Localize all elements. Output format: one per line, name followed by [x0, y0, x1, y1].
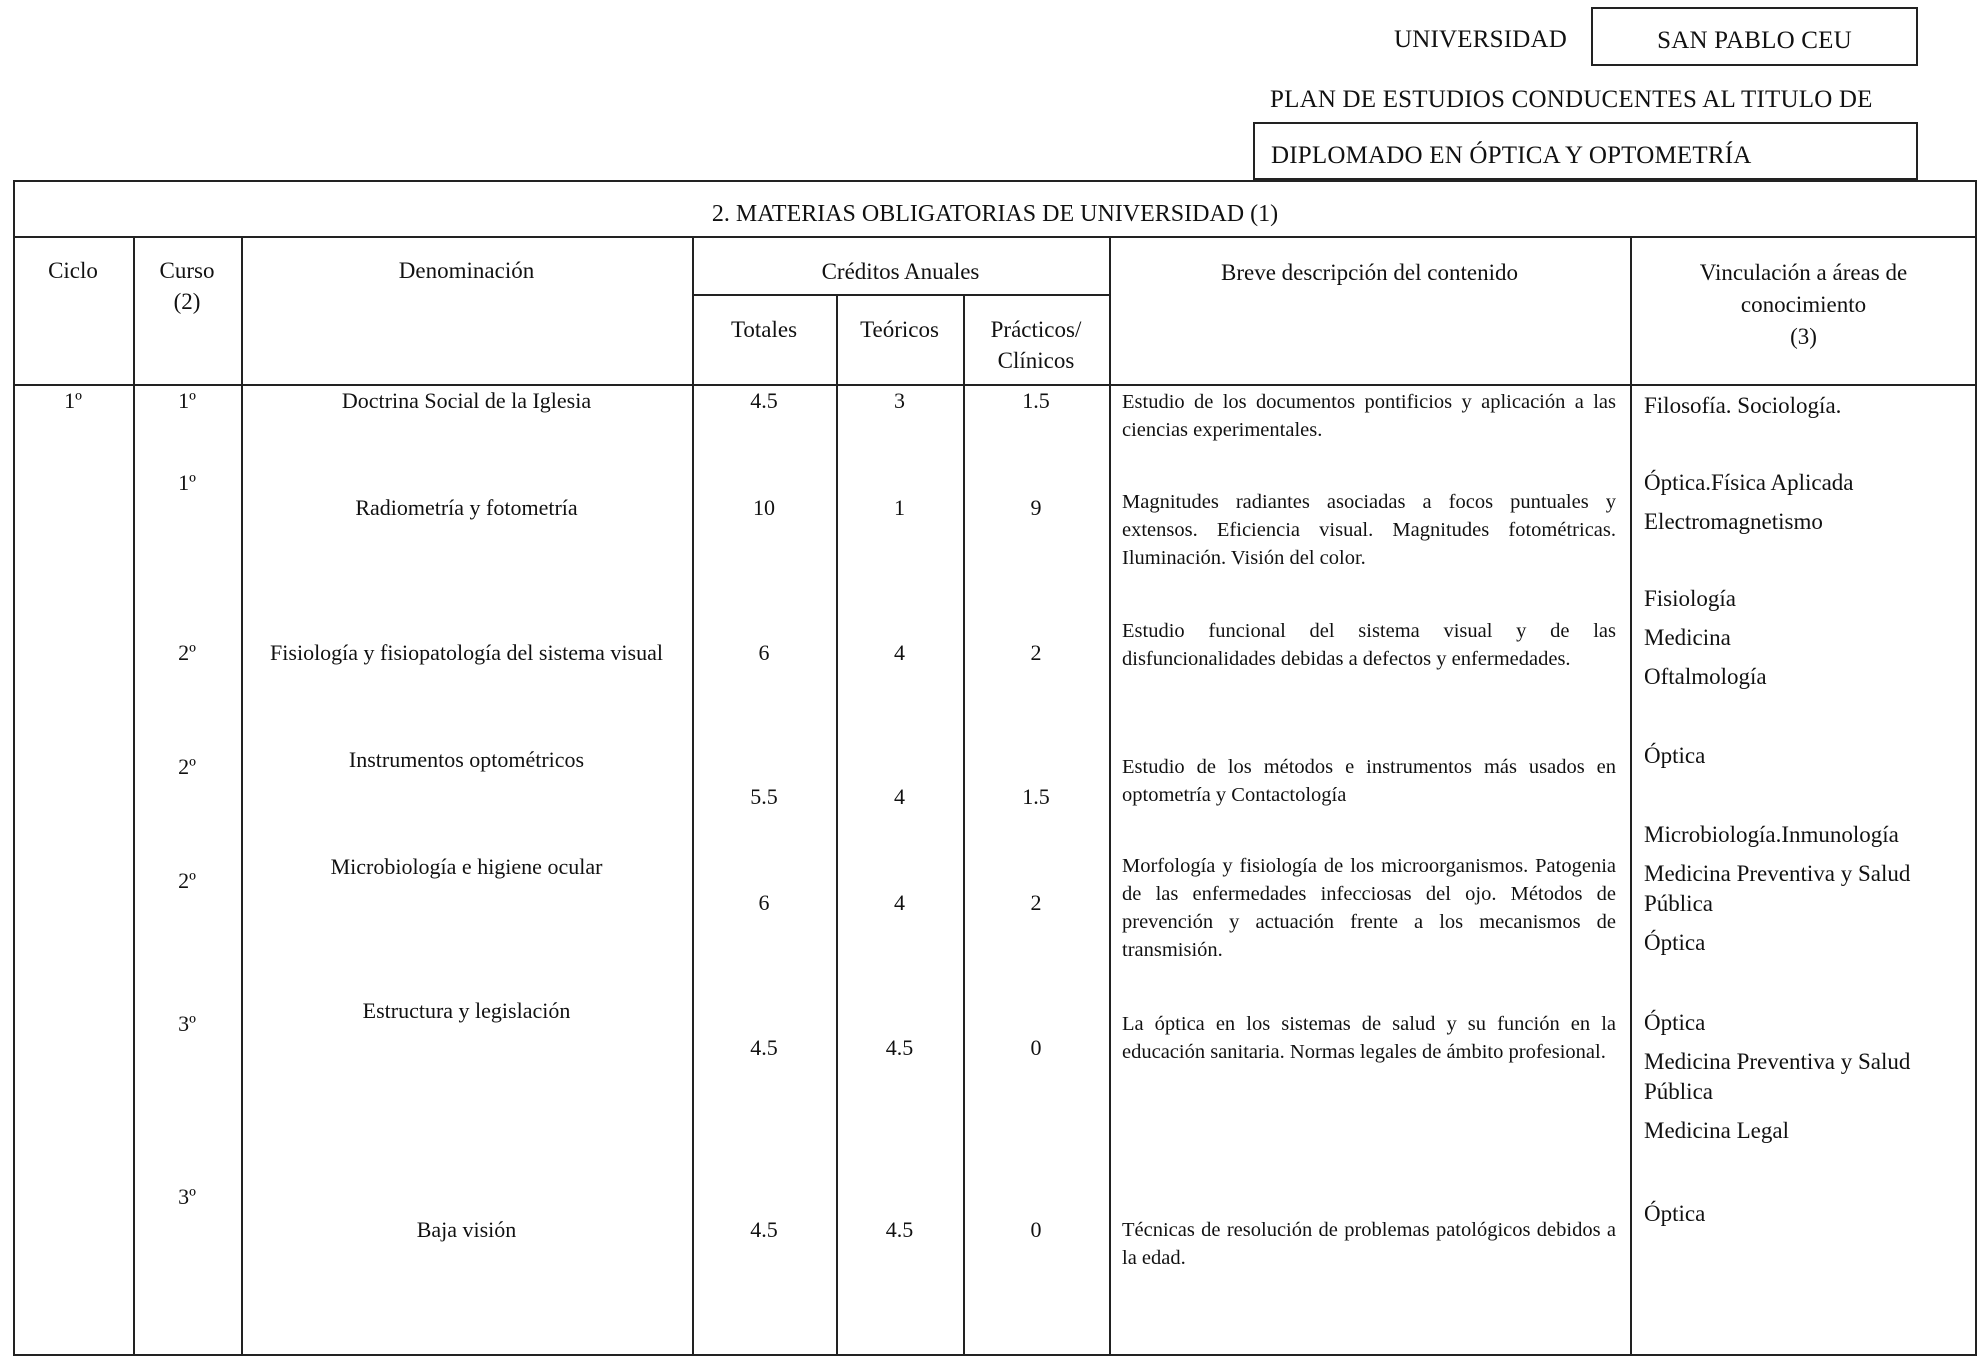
row-totales: 4.5: [750, 1217, 778, 1242]
row-denominacion: Radiometría y fotometría: [355, 495, 578, 520]
col-header-clinicos: Clínicos: [997, 348, 1075, 373]
row-denominacion: Doctrina Social de la Iglesia: [341, 388, 592, 413]
row-descripcion: La óptica en los sistemas de salud y su función en la educación sanitaria. Normas legales de ámbito profesional.: [1122, 1013, 1616, 1063]
col-divider-creditos: [1109, 236, 1111, 1356]
area-item: Óptica: [1644, 1201, 1706, 1226]
plan-label: PLAN DE ESTUDIOS CONDUCENTES AL TITULO DE: [1270, 86, 1873, 113]
row-totales: 4.5: [750, 1035, 778, 1060]
row-curso: 2º: [178, 868, 196, 893]
row-curso: 3º: [178, 1011, 196, 1036]
row-teoricos: 4: [894, 640, 905, 665]
row-areas: [1644, 741, 1944, 780]
col-header-ciclo: Ciclo: [48, 258, 98, 283]
row-areas: [1644, 584, 1944, 701]
university-label: UNIVERSIDAD: [1394, 26, 1568, 53]
row-practicos: 2: [1030, 890, 1042, 915]
row-totales: 10: [753, 495, 775, 520]
col-header-conocimiento: conocimiento: [1740, 292, 1867, 317]
col-header-creditos: Créditos Anuales: [821, 259, 980, 284]
degree-box: [1253, 122, 1918, 180]
row-ciclo: 1º: [64, 388, 82, 413]
col-header-practicos: Prácticos/: [990, 317, 1082, 342]
row-teoricos: 4.5: [885, 1217, 914, 1242]
area-item: Medicina Legal: [1644, 1118, 1789, 1143]
area-item: Medicina: [1644, 625, 1731, 650]
row-totales: 5.5: [750, 784, 778, 809]
row-descripcion: Magnitudes radiantes asociadas a focos puntuales y extensos. Eficiencia visual. Magnitudes fotométricas. Iluminación. Visión del color.: [1122, 491, 1616, 569]
col-header-vinculacion: Vinculación a áreas de: [1699, 260, 1908, 285]
row-practicos: 2: [1030, 640, 1042, 665]
row-denominacion: Estructura y legislación: [362, 998, 571, 1023]
row-descripcion: Estudio funcional del sistema visual y de las disfuncionalidades debidas a defectos y enfermedades.: [1122, 620, 1616, 670]
row-descripcion: Estudio de los documentos pontificios y aplicación a las ciencias experimentales.: [1122, 391, 1616, 441]
row-areas: [1644, 468, 1944, 546]
row-teoricos: 4: [894, 890, 905, 915]
row-areas: [1644, 391, 1944, 430]
area-item: Oftalmología: [1644, 664, 1767, 689]
area-item: Óptica: [1644, 1010, 1706, 1035]
row-curso: 3º: [178, 1184, 196, 1209]
row-denominacion: Fisiología y fisiopatología del sistema visual: [270, 640, 663, 665]
col-header-curso-note: (2): [173, 289, 201, 314]
row-totales: 4.5: [750, 388, 778, 413]
row-denominacion: Instrumentos optométricos: [348, 747, 585, 772]
row-curso: 1º: [178, 388, 196, 413]
title-divider: [13, 236, 1977, 238]
col-header-vinculacion-note: (3): [1790, 324, 1817, 349]
row-curso: 2º: [178, 754, 196, 779]
row-areas: [1644, 1008, 1944, 1155]
area-item: Óptica.Física Aplicada: [1644, 470, 1854, 495]
col-header-descripcion: Breve descripción del contenido: [1221, 260, 1518, 285]
degree-title: DIPLOMADO EN ÓPTICA Y OPTOMETRÍA: [1271, 142, 1752, 169]
col-header-curso: Curso: [159, 258, 215, 283]
row-teoricos: 4: [894, 784, 905, 809]
col-divider-totales: [836, 294, 838, 1356]
area-item: Óptica: [1644, 930, 1706, 955]
area-item: Óptica: [1644, 743, 1706, 768]
row-totales: 6: [758, 640, 770, 665]
row-teoricos: 1: [894, 495, 905, 520]
col-divider-descripcion: [1630, 236, 1632, 1356]
row-denominacion: Microbiología e higiene ocular: [330, 854, 603, 879]
row-practicos: 9: [1030, 495, 1042, 520]
area-item: Microbiología.Inmunología: [1644, 822, 1899, 847]
area-item: Filosofía. Sociología.: [1644, 393, 1842, 418]
row-denominacion: Baja visión: [416, 1217, 517, 1242]
table-title: 2. MATERIAS OBLIGATORIAS DE UNIVERSIDAD (1): [711, 201, 1279, 227]
row-descripcion: Estudio de los métodos e instrumentos más usados en optometría y Contactología: [1122, 756, 1616, 806]
col-divider-teoricos: [963, 294, 965, 1356]
row-teoricos: 4.5: [885, 1035, 914, 1060]
row-teoricos: 3: [894, 388, 905, 413]
row-practicos: 1.5: [1022, 784, 1050, 809]
area-item: Fisiología: [1644, 586, 1737, 611]
row-practicos: 0: [1030, 1035, 1042, 1060]
row-descripcion: Morfología y fisiología de los microorganismos. Patogenia de las enfermedades infecciosas del ojo. Métodos de prevención y actuación frente a los mecanismos de transmisión.: [1122, 855, 1616, 961]
col-header-denominacion: Denominación: [398, 258, 535, 283]
row-areas: [1644, 1199, 1944, 1238]
credits-subheader-divider: [692, 294, 1109, 296]
university-name: SAN PABLO CEU: [1657, 27, 1852, 54]
area-item: Medicina Preventiva y Salud Pública: [1644, 1049, 1911, 1104]
area-item: Medicina Preventiva y Salud Pública: [1644, 861, 1911, 916]
row-areas: [1644, 820, 1944, 967]
row-descripcion: Técnicas de resolución de problemas patológicos debidos a la edad.: [1122, 1219, 1616, 1269]
row-practicos: 0: [1030, 1217, 1042, 1242]
row-practicos: 1.5: [1022, 388, 1050, 413]
row-totales: 6: [758, 890, 770, 915]
col-header-teoricos: Teóricos: [860, 317, 939, 342]
area-item: Electromagnetismo: [1644, 509, 1823, 534]
col-header-totales: Totales: [730, 317, 798, 342]
university-name-box: [1591, 7, 1918, 66]
row-curso: 1º: [178, 470, 196, 495]
row-curso: 2º: [178, 640, 196, 665]
